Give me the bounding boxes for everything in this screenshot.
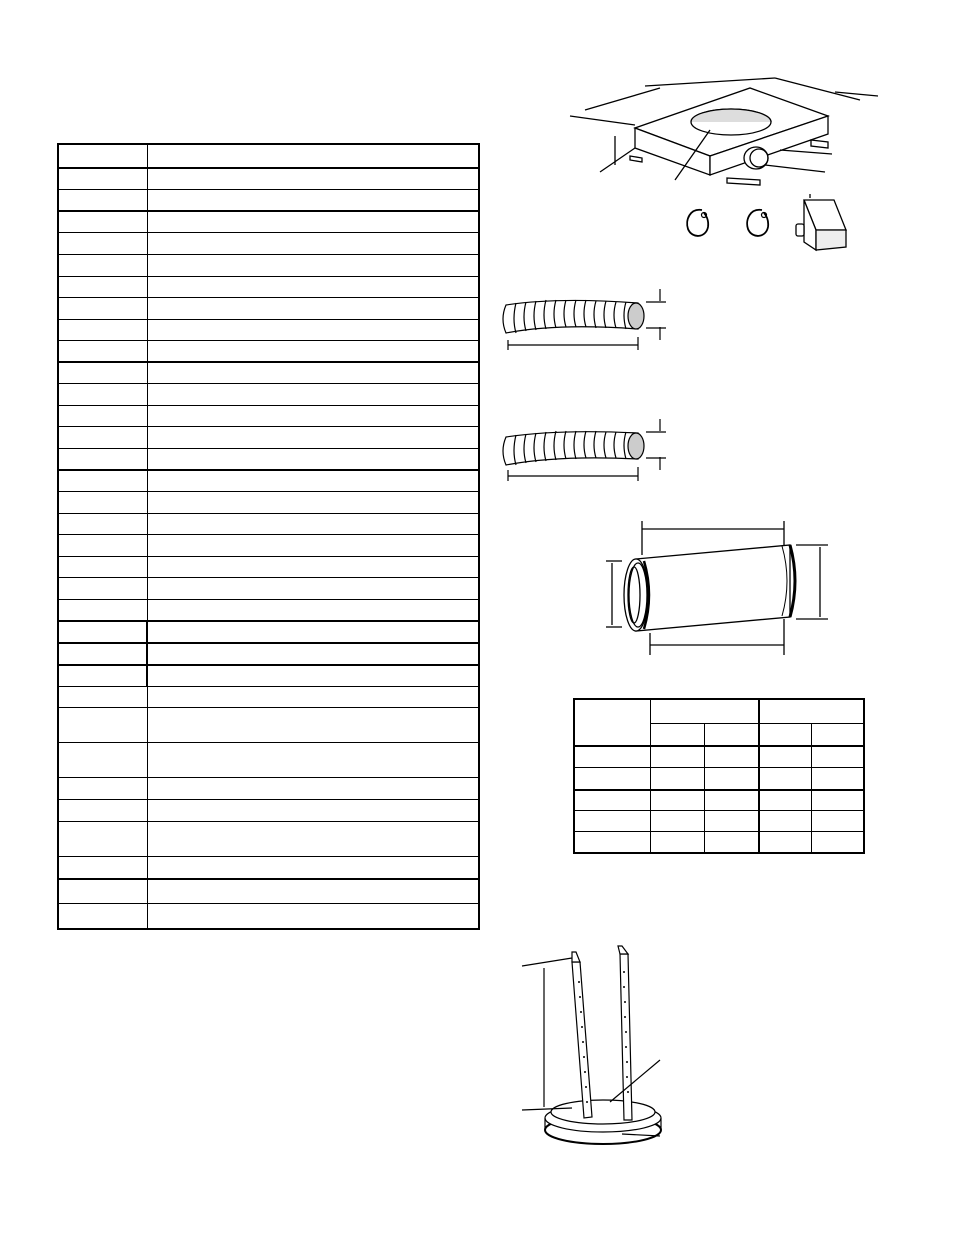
table-row (59, 556, 478, 557)
table-row (59, 448, 478, 449)
table-row (59, 821, 478, 822)
table-row (59, 878, 478, 880)
table-column-divider (704, 723, 705, 852)
table-row (59, 469, 478, 471)
table-row (575, 745, 863, 747)
table-row (59, 426, 478, 427)
table-row (59, 707, 478, 708)
table-column-divider-bold (146, 622, 148, 686)
table-row (59, 742, 478, 743)
table-row (59, 210, 478, 212)
table-row (59, 534, 478, 535)
table-row (59, 232, 478, 233)
termination-box-icon (560, 70, 890, 200)
table-row (575, 767, 863, 768)
dimensions-table (573, 698, 865, 854)
table-row (575, 789, 863, 791)
table-row (59, 620, 478, 622)
table-row (59, 405, 478, 406)
table-row (59, 686, 478, 687)
table-row (59, 903, 478, 904)
table-row (59, 276, 478, 277)
table-row (59, 577, 478, 578)
flexible-duct-icon (498, 415, 673, 485)
table-row (59, 167, 478, 169)
table-row (575, 810, 863, 811)
table-row (59, 361, 478, 363)
table-row (59, 319, 478, 320)
table-row (59, 799, 478, 800)
flexible-duct-icon (498, 285, 673, 355)
round-clamp-icon (740, 205, 780, 245)
table-row (59, 642, 478, 644)
table-row (59, 599, 478, 600)
table-column-divider (147, 145, 148, 928)
table-header-divider (650, 723, 863, 724)
table-row (59, 340, 478, 341)
table-row (59, 777, 478, 778)
table-column-divider (811, 723, 812, 852)
table-row (59, 513, 478, 514)
table-row (59, 189, 478, 190)
parts-table (57, 143, 480, 930)
table-row (59, 254, 478, 255)
table-row (59, 856, 478, 857)
support-strap-ring-icon (520, 942, 680, 1157)
table-row (59, 297, 478, 298)
table-row (59, 491, 478, 492)
exhaust-hood-icon (790, 192, 850, 257)
table-row (59, 664, 478, 666)
rigid-pipe-section-icon (600, 515, 840, 660)
table-row (59, 383, 478, 384)
table-row (575, 831, 863, 832)
round-clamp-icon (680, 205, 720, 245)
